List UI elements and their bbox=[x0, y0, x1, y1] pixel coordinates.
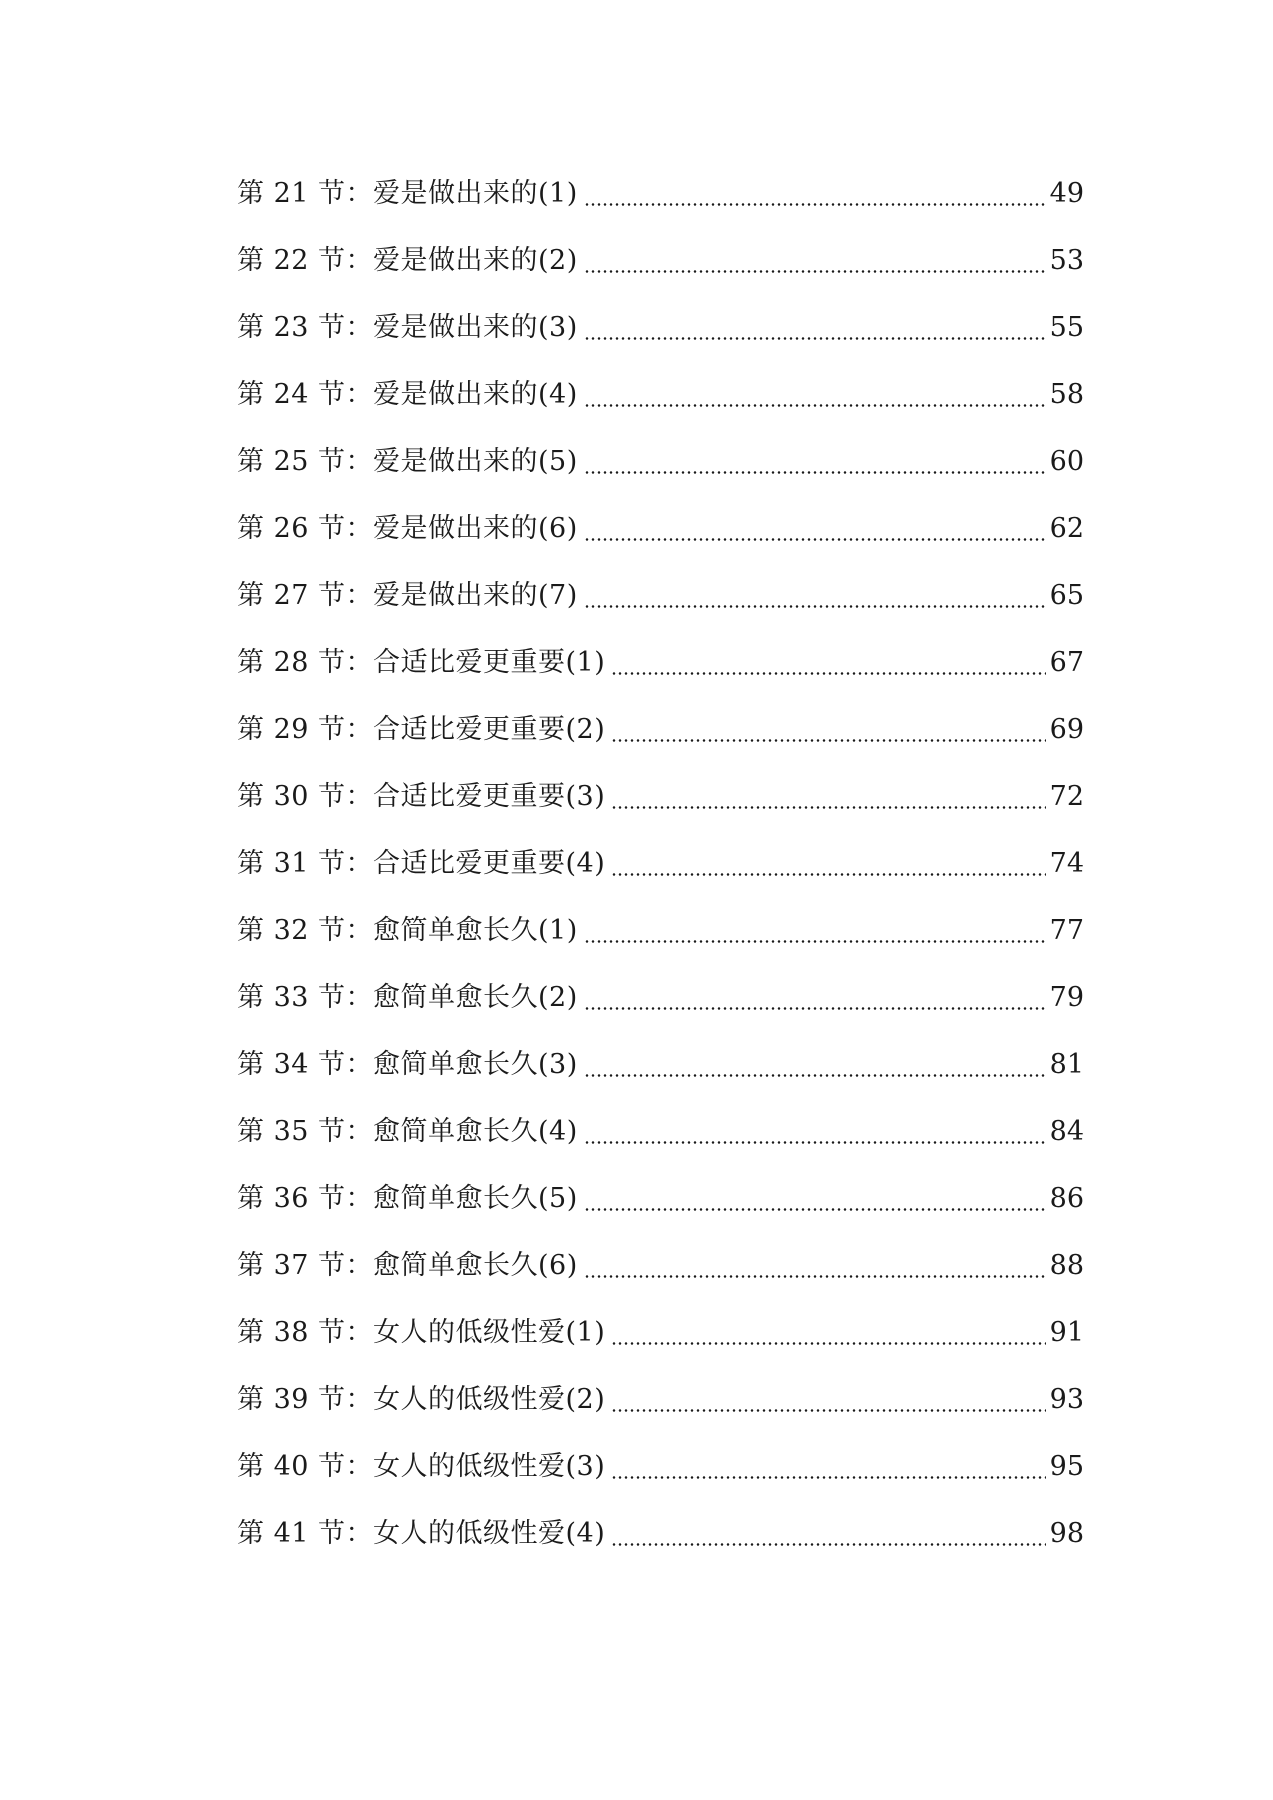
toc-entry-title: 第 36 节：愈简单愈长久(5) bbox=[237, 1183, 578, 1214]
toc-entry-page-number: 91 bbox=[1049, 1317, 1084, 1348]
dot-leader bbox=[611, 873, 1045, 876]
toc-entry[interactable] bbox=[237, 160, 1084, 227]
toc-entry[interactable] bbox=[237, 361, 1084, 428]
toc-entry-page-number: 62 bbox=[1049, 513, 1084, 544]
toc-entry-page-number: 65 bbox=[1049, 580, 1084, 611]
dot-leader bbox=[611, 1409, 1045, 1412]
toc-entry[interactable] bbox=[237, 1098, 1084, 1165]
toc-entry-title: 第 28 节：合适比爱更重要(1) bbox=[237, 647, 606, 678]
dot-leader bbox=[611, 1342, 1045, 1345]
toc-entry-page-number: 74 bbox=[1049, 848, 1084, 879]
toc-entry[interactable] bbox=[237, 1232, 1084, 1299]
toc-entry-title: 第 38 节：女人的低级性爱(1) bbox=[237, 1317, 606, 1348]
toc-entry-page-number: 67 bbox=[1049, 647, 1084, 678]
dot-leader bbox=[611, 806, 1045, 809]
dot-leader bbox=[611, 1543, 1045, 1546]
toc-entry-page-number: 77 bbox=[1049, 915, 1084, 946]
toc-entry[interactable] bbox=[237, 562, 1084, 629]
toc-entry-title: 第 22 节：爱是做出来的(2) bbox=[237, 245, 578, 276]
toc-entry[interactable] bbox=[237, 830, 1084, 897]
toc-entry-page-number: 53 bbox=[1049, 245, 1084, 276]
toc-entry[interactable] bbox=[237, 428, 1084, 495]
dot-leader bbox=[584, 1275, 1046, 1278]
table-of-contents bbox=[237, 160, 1084, 1567]
toc-entry[interactable] bbox=[237, 294, 1084, 361]
toc-entry[interactable] bbox=[237, 1299, 1084, 1366]
dot-leader bbox=[584, 270, 1046, 273]
toc-entry[interactable] bbox=[237, 495, 1084, 562]
toc-entry[interactable] bbox=[237, 629, 1084, 696]
dot-leader bbox=[611, 1476, 1045, 1479]
toc-entry-title: 第 40 节：女人的低级性爱(3) bbox=[237, 1451, 606, 1482]
toc-entry-page-number: 58 bbox=[1049, 379, 1084, 410]
toc-entry-title: 第 29 节：合适比爱更重要(2) bbox=[237, 714, 606, 745]
dot-leader bbox=[584, 337, 1046, 340]
toc-entry-page-number: 98 bbox=[1049, 1518, 1084, 1549]
toc-entry-title: 第 26 节：爱是做出来的(6) bbox=[237, 513, 578, 544]
toc-entry-title: 第 23 节：爱是做出来的(3) bbox=[237, 312, 578, 343]
toc-entry-title: 第 32 节：愈简单愈长久(1) bbox=[237, 915, 578, 946]
toc-entry[interactable] bbox=[237, 964, 1084, 1031]
toc-entry-title: 第 21 节：爱是做出来的(1) bbox=[237, 178, 578, 209]
toc-entry[interactable] bbox=[237, 1165, 1084, 1232]
toc-entry-title: 第 30 节：合适比爱更重要(3) bbox=[237, 781, 606, 812]
toc-entry-page-number: 88 bbox=[1049, 1250, 1084, 1281]
toc-entry-title: 第 35 节：愈简单愈长久(4) bbox=[237, 1116, 578, 1147]
dot-leader bbox=[584, 940, 1046, 943]
toc-entry-page-number: 72 bbox=[1049, 781, 1084, 812]
dot-leader bbox=[584, 605, 1046, 608]
toc-entry-title: 第 33 节：愈简单愈长久(2) bbox=[237, 982, 578, 1013]
toc-entry-page-number: 81 bbox=[1049, 1049, 1084, 1080]
toc-entry[interactable] bbox=[237, 897, 1084, 964]
toc-entry-page-number: 86 bbox=[1049, 1183, 1084, 1214]
toc-entry[interactable] bbox=[237, 696, 1084, 763]
toc-entry-page-number: 84 bbox=[1049, 1116, 1084, 1147]
toc-entry[interactable] bbox=[237, 1433, 1084, 1500]
toc-entry[interactable] bbox=[237, 1500, 1084, 1567]
toc-entry-title: 第 39 节：女人的低级性爱(2) bbox=[237, 1384, 606, 1415]
toc-entry-page-number: 95 bbox=[1049, 1451, 1084, 1482]
toc-entry-title: 第 25 节：爱是做出来的(5) bbox=[237, 446, 578, 477]
toc-entry-page-number: 60 bbox=[1049, 446, 1084, 477]
toc-entry[interactable] bbox=[237, 1366, 1084, 1433]
toc-entry-title: 第 34 节：愈简单愈长久(3) bbox=[237, 1049, 578, 1080]
dot-leader bbox=[584, 1208, 1046, 1211]
toc-entry-page-number: 93 bbox=[1049, 1384, 1084, 1415]
toc-entry-title: 第 37 节：愈简单愈长久(6) bbox=[237, 1250, 578, 1281]
toc-entry-page-number: 79 bbox=[1049, 982, 1084, 1013]
dot-leader bbox=[584, 404, 1046, 407]
toc-entry-title: 第 41 节：女人的低级性爱(4) bbox=[237, 1518, 606, 1549]
toc-entry[interactable] bbox=[237, 1031, 1084, 1098]
dot-leader bbox=[584, 538, 1046, 541]
dot-leader bbox=[611, 672, 1045, 675]
toc-entry-title: 第 27 节：爱是做出来的(7) bbox=[237, 580, 578, 611]
dot-leader bbox=[584, 1141, 1046, 1144]
toc-entry-page-number: 49 bbox=[1049, 178, 1084, 209]
toc-entry-title: 第 24 节：爱是做出来的(4) bbox=[237, 379, 578, 410]
dot-leader bbox=[584, 203, 1046, 206]
toc-entry-page-number: 55 bbox=[1049, 312, 1084, 343]
dot-leader bbox=[584, 471, 1046, 474]
toc-entry-page-number: 69 bbox=[1049, 714, 1084, 745]
dot-leader bbox=[584, 1074, 1046, 1077]
toc-entry[interactable] bbox=[237, 763, 1084, 830]
toc-entry-title: 第 31 节：合适比爱更重要(4) bbox=[237, 848, 606, 879]
dot-leader bbox=[611, 739, 1045, 742]
toc-entry[interactable] bbox=[237, 227, 1084, 294]
dot-leader bbox=[584, 1007, 1046, 1010]
